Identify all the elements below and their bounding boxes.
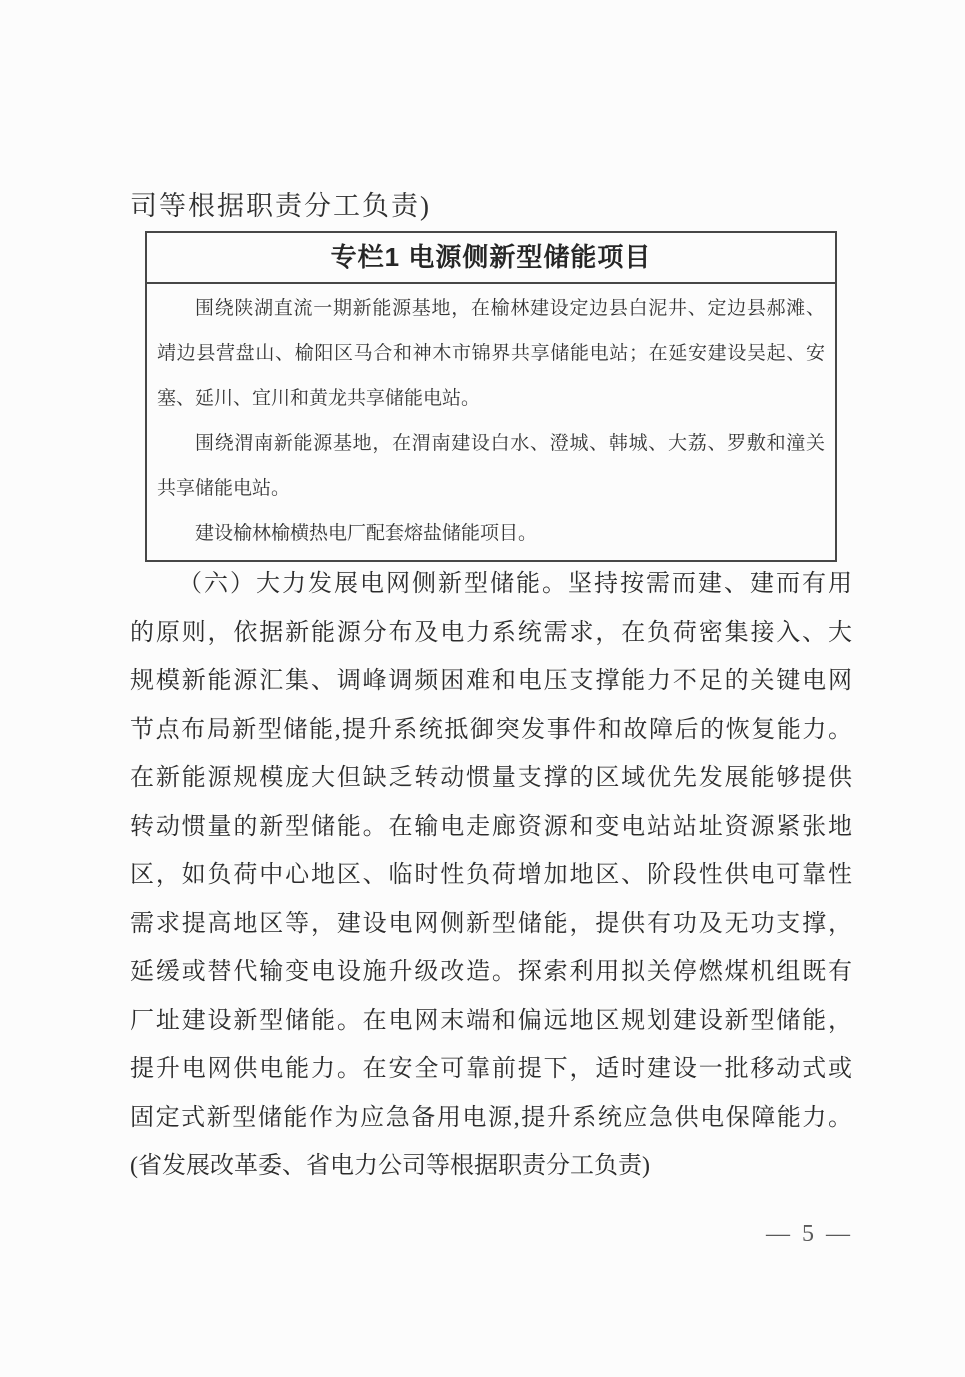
body-paragraph [130, 560, 852, 1191]
body-line: 延缓或替代输变电设施升级改造。探索利用拟关停燃煤机组既有 [130, 959, 852, 985]
body-line: （六）大力发展电网侧新型储能。坚持按需而建、建而有用 [178, 571, 852, 597]
panel-line: 围绕陕湖直流一期新能源基地，在榆林建设定边县白泥井、定边县郝滩、 [195, 298, 825, 319]
panel-line: 塞、延川、宜川和黄龙共享储能电站。 [157, 388, 481, 409]
body-line: 区，如负荷中心地区、临时性负荷增加地区、阶段性供电可靠性 [130, 862, 852, 888]
panel-line: 围绕渭南新能源基地，在渭南建设白水、澄城、韩城、大荔、罗敷和潼关 [195, 433, 825, 454]
page-number: — 5 — [766, 1221, 853, 1247]
intro-line: 司等根据职责分工负责) [130, 191, 431, 221]
body-line: 在新能源规模庞大但缺乏转动惯量支撑的区域优先发展能够提供 [130, 765, 852, 791]
panel-body [147, 284, 835, 560]
body-line: 规模新能源汇集、调峰调频困难和电压支撑能力不足的关键电网 [130, 668, 852, 694]
body-line: 的原则，依据新能源分布及电力系统需求，在负荷密集接入、大 [130, 619, 852, 646]
body-line: 转动惯量的新型储能。在输电走廊资源和变电站站址资源紧张地 [130, 813, 852, 840]
panel-title: 专栏1 电源侧新型储能项目 [147, 233, 835, 284]
panel-line: 靖边县营盘山、榆阳区马合和神木市锦界共享储能电站；在延安建设吴起、安 [157, 343, 825, 364]
panel-line: 共享储能电站。 [157, 478, 291, 499]
body-line: 需求提高地区等，建设电网侧新型储能，提供有功及无功支撑， [130, 910, 852, 937]
body-line: 固定式新型储能作为应急备用电源,提升系统应急供电保障能力。 [130, 1104, 852, 1131]
body-line: (省发展改革委、省电力公司等根据职责分工负责) [130, 1153, 650, 1179]
body-line: 节点布局新型储能,提升系统抵御突发事件和故障后的恢复能力。 [130, 716, 852, 743]
body-line: 提升电网供电能力。在安全可靠前提下，适时建设一批移动式或 [130, 1056, 852, 1082]
panel-line: 建设榆林榆横热电厂配套熔盐储能项目。 [195, 523, 538, 544]
project-panel [145, 231, 837, 562]
body-line: 厂址建设新型储能。在电网末端和偏远地区规划建设新型储能， [130, 1007, 852, 1034]
